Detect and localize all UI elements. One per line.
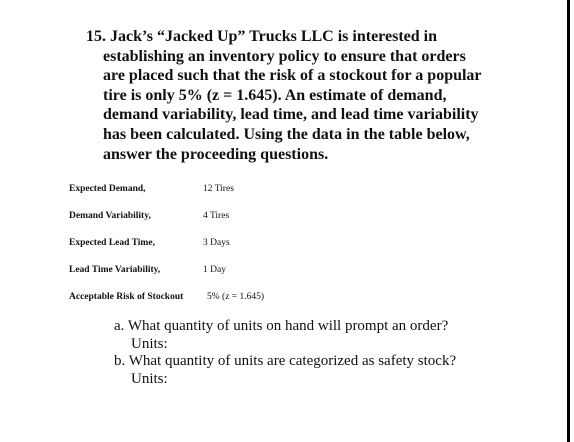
question-line: tire is only 5% (z = 1.645). An estimate of demand, xyxy=(103,86,447,104)
row-value: 3 Days xyxy=(203,238,230,248)
subquestion-a: a. What quantity of units on hand will prompt an order? xyxy=(114,318,449,334)
row-value: 1 Day xyxy=(203,265,226,275)
table-row xyxy=(69,265,329,292)
question-line: demand variability, lead time, and lead time variability xyxy=(103,106,479,124)
question-line: 15. Jack’s “Jacked Up” Trucks LLC is interested in xyxy=(86,28,437,45)
row-label: Expected Lead Time, xyxy=(69,238,155,248)
table-row xyxy=(69,238,329,265)
table-row xyxy=(69,211,329,238)
row-label: Expected Demand, xyxy=(69,184,146,194)
question-line: answer the proceeding questions. xyxy=(103,145,329,163)
row-label: Demand Variability, xyxy=(69,211,151,221)
row-value: 4 Tires xyxy=(203,211,230,221)
question-line: are placed such that the risk of a stockout for a popular xyxy=(103,67,482,85)
answer-label-b: Units: xyxy=(131,370,168,387)
question-line: has been calculated. Using the data in the table below, xyxy=(103,125,470,143)
row-label: Acceptable Risk of Stockout xyxy=(69,292,184,302)
page-edge-divider xyxy=(567,0,570,442)
table-row xyxy=(69,184,329,211)
data-table xyxy=(69,184,329,319)
answer-label-a: Units: xyxy=(131,335,168,352)
question-block xyxy=(86,27,516,164)
row-label: Lead Time Variability, xyxy=(69,265,161,275)
subquestions-block xyxy=(114,318,456,388)
row-value: 5% (z = 1.645) xyxy=(207,292,265,302)
question-line: establishing an inventory policy to ensure that orders xyxy=(103,47,466,65)
table-row xyxy=(69,292,329,319)
row-value: 12 Tires xyxy=(203,184,234,194)
subquestion-b: b. What quantity of units are categorized as safety stock? xyxy=(114,353,457,369)
